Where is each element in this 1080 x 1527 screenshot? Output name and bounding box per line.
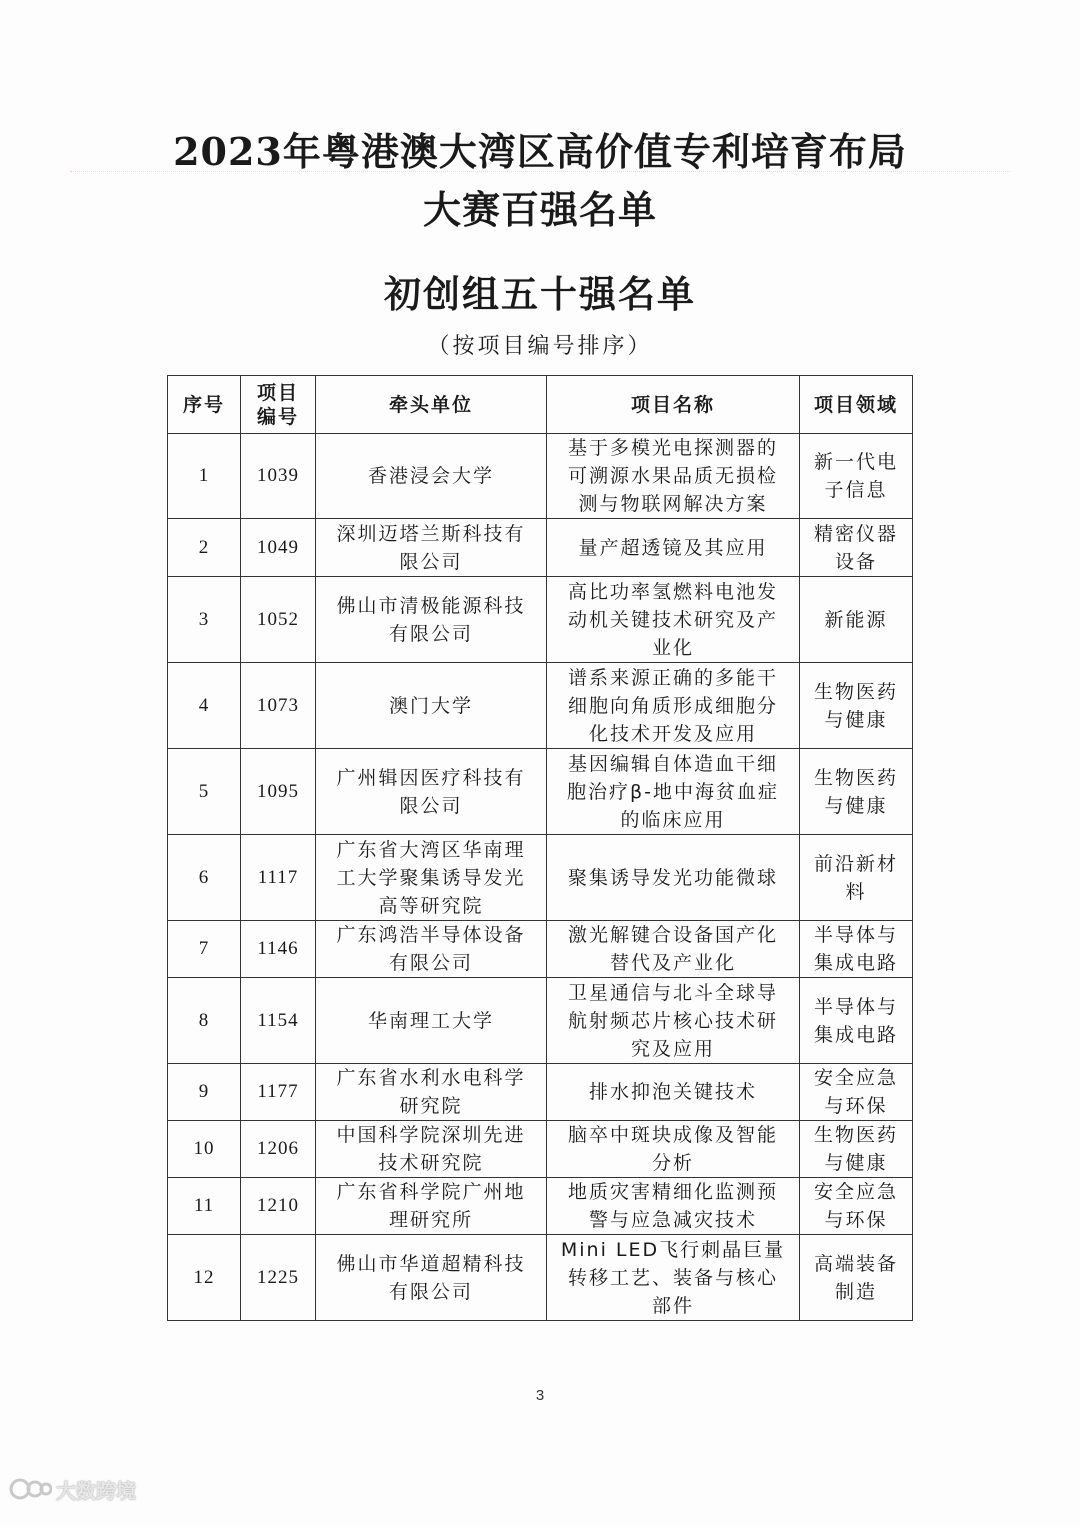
- cell-seq: [168, 519, 241, 577]
- table-row: [168, 519, 913, 577]
- cell-field: [800, 835, 913, 921]
- cell-field-line: 与健康: [824, 708, 888, 731]
- cell-unit-line: 技术研究院: [378, 1152, 484, 1174]
- cell-unit-line: 理研究所: [388, 1209, 473, 1231]
- cell-name: [547, 577, 800, 663]
- cell-name: [547, 519, 800, 577]
- cell-name-line: 动机关键技术研究及产: [567, 608, 778, 631]
- cell-seq: [168, 1121, 241, 1178]
- cell-field-line: 前沿新材: [813, 852, 898, 875]
- cell-unit: [316, 1235, 547, 1321]
- cell-unit-line: 华南理工大学: [367, 1009, 494, 1032]
- cell-name: [547, 434, 800, 519]
- cell-code: [241, 1235, 316, 1321]
- table-row: [168, 1235, 913, 1321]
- cell-unit-line: 研究院: [399, 1095, 463, 1117]
- cell-field-line: 新一代电: [813, 451, 898, 473]
- cell-unit-line: 佛山市清极能源科技: [336, 594, 526, 617]
- cell-name-line: 量产超透镜及其应用: [578, 536, 768, 559]
- cell-unit-line: 广州辑因医疗科技有: [336, 766, 526, 789]
- cell-field-line: 与健康: [824, 1152, 888, 1174]
- cell-name-line: 化技术开发及应用: [588, 722, 757, 745]
- cell-unit: [316, 577, 547, 663]
- cell-name: [547, 1064, 800, 1121]
- watermark: [8, 1474, 136, 1504]
- cell-seq: [168, 663, 241, 749]
- cell-unit-line: 深圳迈塔兰斯科技有: [336, 522, 526, 545]
- cell-name-line: 部件: [651, 1294, 694, 1317]
- cell-field-line: 料: [845, 880, 867, 903]
- cell-field-line: 与环保: [824, 1209, 888, 1231]
- cell-field: [800, 577, 913, 663]
- cell-unit-line: 有限公司: [388, 952, 473, 974]
- cell-code: [241, 1121, 316, 1178]
- finalist-table: [167, 375, 913, 1321]
- cell-code-text: 1206: [257, 1138, 299, 1159]
- cell-name-line: 激光解键合设备国产化: [567, 924, 778, 946]
- cell-name: [547, 749, 800, 835]
- cell-seq-text: 7: [198, 938, 210, 959]
- cell-seq: [168, 434, 241, 519]
- table-row: [168, 1064, 913, 1121]
- cell-code-text: 1052: [257, 608, 299, 630]
- cell-field-line: 集成电路: [813, 1023, 898, 1046]
- cell-code-text: 1210: [257, 1195, 299, 1216]
- table-row: [168, 663, 913, 749]
- cell-field: [800, 921, 913, 978]
- cell-unit: [316, 434, 547, 519]
- cell-unit: [316, 921, 547, 978]
- header-field: 项目领域: [800, 376, 913, 434]
- cell-name-line: 基于多模光电探测器的: [567, 437, 778, 459]
- cell-field-line: 与环保: [824, 1095, 888, 1117]
- cell-name: [547, 1178, 800, 1235]
- cell-unit-line: 广东省大湾区华南理: [336, 838, 526, 861]
- cell-name-line: 的临床应用: [620, 808, 726, 831]
- watermark-text: 大数跨境: [56, 1478, 136, 1503]
- cell-seq: [168, 835, 241, 921]
- cell-name-line: 警与应急减灾技术: [588, 1209, 757, 1231]
- table-row: [168, 749, 913, 835]
- cell-unit-line: 有限公司: [388, 1280, 473, 1303]
- table-body: [168, 434, 913, 1321]
- cell-field: [800, 1121, 913, 1178]
- cell-field-line: 生物医药: [813, 1124, 898, 1146]
- header-code: [241, 376, 316, 434]
- cell-name-line: 业化: [651, 636, 694, 659]
- cell-seq: [168, 978, 241, 1064]
- cell-seq-text: 4: [198, 694, 210, 716]
- page-number: 3: [535, 1387, 545, 1404]
- cell-field-line: 制造: [834, 1280, 877, 1303]
- cell-unit: [316, 978, 547, 1064]
- cell-unit-line: 限公司: [399, 794, 463, 817]
- cell-field: [800, 749, 913, 835]
- cell-code: [241, 978, 316, 1064]
- cell-code-text: 1154: [257, 1009, 299, 1031]
- cell-name-line: Mini LED飞行刺晶巨量: [560, 1238, 786, 1261]
- cell-seq-text: 8: [198, 1009, 210, 1031]
- cell-field-line: 集成电路: [813, 952, 898, 974]
- table-row: [168, 978, 913, 1064]
- cell-name-line: 地质灾害精细化监测预: [567, 1181, 778, 1203]
- cell-name: [547, 1121, 800, 1178]
- table-row: [168, 1178, 913, 1235]
- cell-code-text: 1095: [257, 780, 299, 802]
- cell-name-line: 基因编辑自体造血干细: [567, 752, 778, 775]
- cell-name-line: 航射频芯片核心技术研: [567, 1009, 778, 1032]
- cell-code: [241, 1064, 316, 1121]
- cell-code-text: 1177: [257, 1081, 299, 1102]
- cell-field-line: 设备: [834, 550, 877, 573]
- cell-field: [800, 519, 913, 577]
- cell-field-line: 与健康: [824, 794, 888, 817]
- table-header-row: [168, 376, 913, 434]
- cell-name-line: 测与物联网解决方案: [578, 493, 768, 515]
- section-subtitle: 初创组五十强名单: [384, 272, 696, 316]
- cell-unit-line: 高等研究院: [378, 894, 484, 917]
- cell-unit: [316, 1121, 547, 1178]
- cell-name-line: 转移工艺、装备与核心: [567, 1266, 778, 1289]
- cell-code: [241, 921, 316, 978]
- cell-unit-line: 佛山市华道超精科技: [336, 1252, 526, 1275]
- cell-seq-text: 9: [198, 1081, 210, 1102]
- cell-seq: [168, 1064, 241, 1121]
- cell-unit-line: 香港浸会大学: [367, 465, 494, 487]
- cell-field-line: 半导体与: [813, 924, 898, 946]
- cell-unit-line: 广东省水利水电科学: [336, 1067, 526, 1089]
- cell-code: [241, 519, 316, 577]
- cell-name: [547, 921, 800, 978]
- cell-unit: [316, 1178, 547, 1235]
- cell-field-line: 生物医药: [813, 766, 898, 789]
- cell-unit: [316, 663, 547, 749]
- header-name: 项目名称: [547, 376, 800, 434]
- cell-unit-line: 有限公司: [388, 622, 473, 645]
- cell-field: [800, 1064, 913, 1121]
- cell-field: [800, 434, 913, 519]
- cell-code-text: 1049: [257, 536, 299, 558]
- cell-name-line: 高比功率氢燃料电池发: [567, 580, 778, 603]
- brand-logo-icon: [8, 1477, 52, 1501]
- cell-name-line: 可溯源水果品质无损检: [567, 465, 778, 487]
- cell-unit: [316, 835, 547, 921]
- cell-seq-text: 11: [193, 1195, 215, 1216]
- cell-code: [241, 577, 316, 663]
- cell-name-line: 谱系来源正确的多能干: [567, 666, 778, 689]
- cell-field-line: 子信息: [824, 479, 888, 501]
- cell-unit-line: 工大学聚集诱导发光: [336, 866, 526, 889]
- cell-name-line: 聚集诱导发光功能微球: [567, 866, 778, 889]
- cell-seq-text: 10: [193, 1138, 215, 1159]
- cell-name-line: 替代及产业化: [609, 952, 736, 974]
- header-code-line2: 编号: [256, 405, 299, 428]
- cell-name: [547, 835, 800, 921]
- header-code-line1: 项目: [256, 381, 299, 404]
- cell-seq: [168, 577, 241, 663]
- cell-seq: [168, 921, 241, 978]
- cell-unit-line: 广东省科学院广州地: [336, 1181, 526, 1203]
- header-unit: 牵头单位: [316, 376, 547, 434]
- cell-code: [241, 663, 316, 749]
- cell-code-text: 1225: [257, 1266, 299, 1288]
- cell-code: [241, 434, 316, 519]
- cell-field-line: 精密仪器: [813, 522, 898, 545]
- cell-unit-line: 中国科学院深圳先进: [336, 1124, 526, 1146]
- page-title-line1: 2023年粤港澳大湾区高价值专利培育布局: [173, 129, 907, 174]
- cell-code: [241, 835, 316, 921]
- table-row: [168, 577, 913, 663]
- cell-unit: [316, 1064, 547, 1121]
- cell-code: [241, 749, 316, 835]
- cell-name-line: 脑卒中斑块成像及智能: [567, 1124, 778, 1146]
- cell-field-line: 安全应急: [813, 1181, 898, 1203]
- cell-field: [800, 1178, 913, 1235]
- cell-seq-text: 2: [198, 536, 210, 558]
- cell-seq-text: 1: [198, 465, 210, 486]
- cell-seq: [168, 1235, 241, 1321]
- cell-name: [547, 978, 800, 1064]
- cell-seq-text: 3: [198, 608, 210, 630]
- cell-field: [800, 1235, 913, 1321]
- cell-name-line: 排水抑泡关键技术: [588, 1081, 757, 1103]
- cell-field-line: 安全应急: [813, 1067, 898, 1089]
- cell-unit: [316, 749, 547, 835]
- cell-seq-text: 5: [198, 780, 210, 802]
- cell-field-line: 半导体与: [813, 995, 898, 1018]
- cell-code-text: 1039: [257, 465, 299, 486]
- cell-name: [547, 1235, 800, 1321]
- table-row: [168, 434, 913, 519]
- cell-seq-text: 12: [193, 1266, 215, 1288]
- cell-field-line: 新能源: [824, 608, 888, 631]
- cell-field-line: 生物医药: [813, 680, 898, 703]
- cell-field: [800, 663, 913, 749]
- cell-unit-line: 限公司: [399, 550, 463, 573]
- cell-unit-line: 广东鸿浩半导体设备: [336, 924, 526, 946]
- cell-name-line: 胞治疗β-地中海贫血症: [567, 780, 779, 803]
- cell-name-line: 卫星通信与北斗全球导: [567, 981, 778, 1004]
- cell-name-line: 分析: [651, 1152, 694, 1174]
- header-seq: 序号: [168, 376, 241, 434]
- cell-code-text: 1117: [257, 866, 299, 888]
- order-note: （按项目编号排序）: [427, 334, 653, 359]
- cell-seq-text: 6: [198, 866, 210, 888]
- cell-field-line: 高端装备: [813, 1252, 898, 1275]
- cell-seq: [168, 749, 241, 835]
- cell-unit-line: 澳门大学: [388, 694, 473, 717]
- cell-name-line: 细胞向角质形成细胞分: [567, 694, 778, 717]
- cell-code: [241, 1178, 316, 1235]
- cell-name-line: 究及应用: [630, 1037, 715, 1060]
- table-row: [168, 835, 913, 921]
- cell-name: [547, 663, 800, 749]
- table-row: [168, 1121, 913, 1178]
- cell-unit: [316, 519, 547, 577]
- cell-field: [800, 978, 913, 1064]
- cell-code-text: 1073: [257, 694, 299, 716]
- cell-code-text: 1146: [257, 938, 299, 959]
- page-title-line2: 大赛百强名单: [422, 187, 657, 232]
- cell-seq: [168, 1178, 241, 1235]
- table-row: [168, 921, 913, 978]
